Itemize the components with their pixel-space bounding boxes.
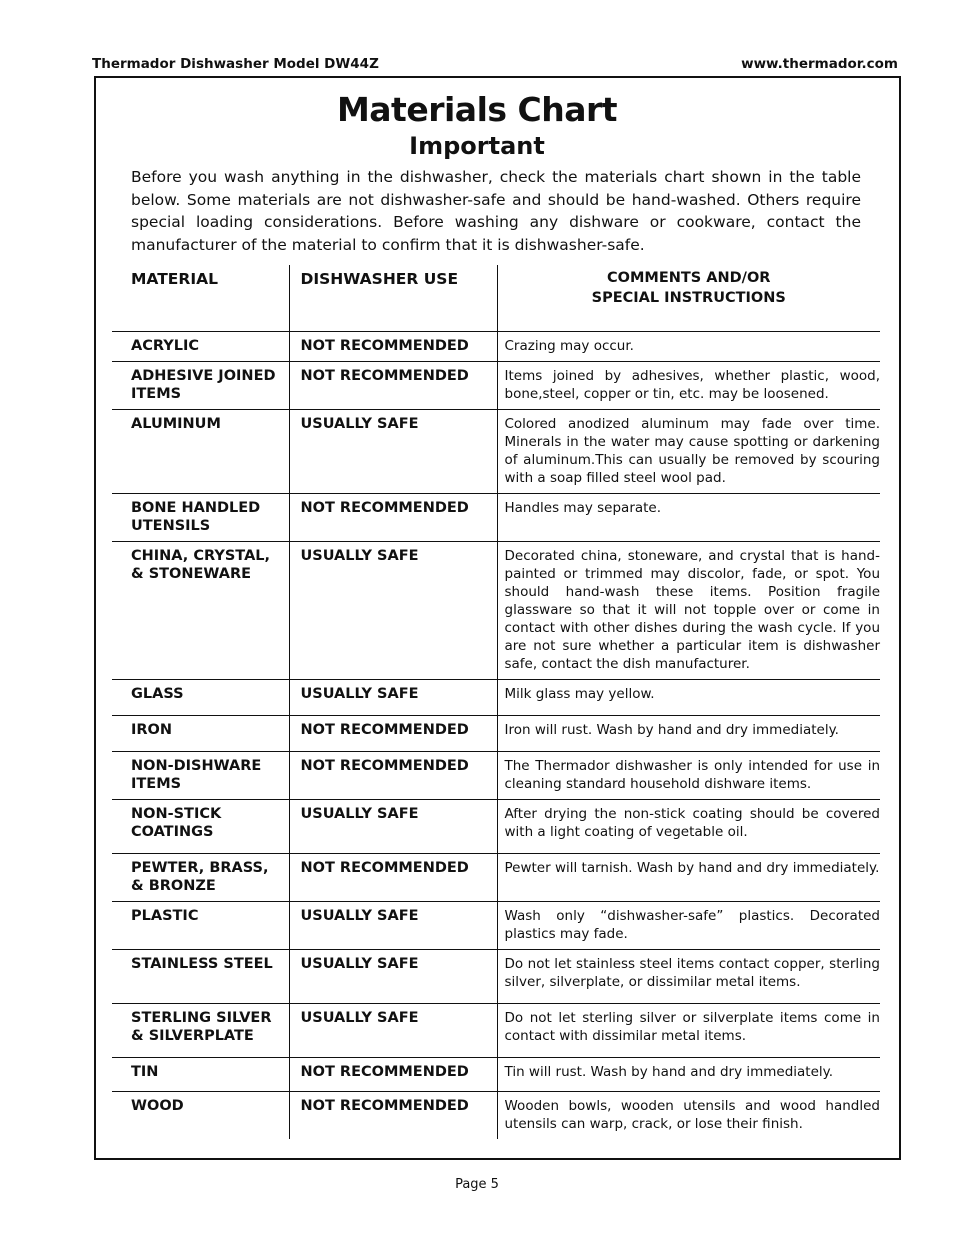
- material-cell: STERLING SILVER & SILVERPLATE: [112, 1003, 289, 1057]
- page-number: Page 5: [455, 1177, 499, 1192]
- material-cell: ADHESIVE JOINED ITEMS: [112, 361, 289, 409]
- table-row: [112, 853, 880, 901]
- table-row: [112, 1091, 880, 1139]
- material-cell: ALUMINUM: [112, 409, 289, 493]
- table-row: [112, 751, 880, 799]
- comment-cell: Wash only “dishwasher-safe” plastics. Decorated plastics may fade.: [497, 901, 880, 949]
- header-spacer-row: [112, 315, 880, 331]
- table-row: [112, 901, 880, 949]
- comment-cell: Do not let sterling silver or silverplate items come in contact with dissimilar metal items.: [497, 1003, 880, 1057]
- table-row: [112, 361, 880, 409]
- comment-cell: Tin will rust. Wash by hand and dry immediately.: [497, 1057, 880, 1091]
- comment-cell: Pewter will tarnish. Wash by hand and dry immediately.: [497, 853, 880, 901]
- material-cell: PLASTIC: [112, 901, 289, 949]
- table-row: [112, 949, 880, 1003]
- dishwasher-use-cell: USUALLY SAFE: [289, 799, 497, 853]
- table-row: [112, 679, 880, 715]
- comment-cell: Items joined by adhesives, whether plastic, wood, bone,steel, copper or tin, etc. may be loosened.: [497, 361, 880, 409]
- table-row: [112, 799, 880, 853]
- dishwasher-use-cell: NOT RECOMMENDED: [289, 853, 497, 901]
- table-row: [112, 541, 880, 679]
- dishwasher-use-cell: NOT RECOMMENDED: [289, 361, 497, 409]
- materials-table: [112, 265, 880, 1139]
- material-cell: CHINA, CRYSTAL, & STONEWARE: [112, 541, 289, 679]
- material-cell: ACRYLIC: [112, 331, 289, 361]
- material-cell: TIN: [112, 1057, 289, 1091]
- table-row: [112, 493, 880, 541]
- comment-cell: Handles may separate.: [497, 493, 880, 541]
- table-row: [112, 715, 880, 751]
- comment-cell: Do not let stainless steel items contact copper, sterling silver, silverplate, or dissimilar metal items.: [497, 949, 880, 1003]
- document-header-url: www.thermador.com: [741, 56, 898, 72]
- table-row: [112, 1057, 880, 1091]
- comment-cell: Wooden bowls, wooden utensils and wood handled utensils can warp, crack, or lose their finish.: [497, 1091, 880, 1139]
- dishwasher-use-cell: NOT RECOMMENDED: [289, 1057, 497, 1091]
- comment-cell: Milk glass may yellow.: [497, 679, 880, 715]
- dishwasher-use-cell: USUALLY SAFE: [289, 901, 497, 949]
- table-header-row: [112, 265, 880, 315]
- dishwasher-use-cell: NOT RECOMMENDED: [289, 751, 497, 799]
- comment-cell: Decorated china, stoneware, and crystal that is hand-painted or trimmed may discolor, fade, or spot. You should hand-wash these items. Position fragile glassware so that it will not topple over or come in contact with other dishes during the wash cycle. If you are not sure whether a particular item is dishwasher safe, contact the dish manufacturer.: [497, 541, 880, 679]
- material-cell: PEWTER, BRASS, & BRONZE: [112, 853, 289, 901]
- header-comments-line1: COMMENTS AND/OR: [607, 270, 771, 286]
- table-row: [112, 1003, 880, 1057]
- intro-paragraph: Before you wash anything in the dishwasher, check the materials chart shown in the table below. Some materials are not dishwasher-safe and should be hand-washed. Others require special loading considerations. Before washing any dishware or cookware, contact the manufacturer of the material to confirm that it is dishwasher-safe.: [131, 168, 861, 254]
- dishwasher-use-cell: USUALLY SAFE: [289, 949, 497, 1003]
- dishwasher-use-cell: USUALLY SAFE: [289, 541, 497, 679]
- material-cell: IRON: [112, 715, 289, 751]
- header-dishwasher-use: DISHWASHER USE: [289, 265, 497, 315]
- page-title: Materials Chart: [336, 90, 618, 129]
- table-row: [112, 331, 880, 361]
- material-cell: NON-DISHWARE ITEMS: [112, 751, 289, 799]
- header-comments: [497, 265, 880, 315]
- table-row: [112, 409, 880, 493]
- material-cell: WOOD: [131, 1097, 184, 1114]
- dishwasher-use-cell: NOT RECOMMENDED: [289, 715, 497, 751]
- dishwasher-use-cell: NOT RECOMMENDED: [289, 493, 497, 541]
- page-subtitle: Important: [409, 132, 545, 160]
- header-material: MATERIAL: [131, 270, 218, 288]
- header-comments-line2: SPECIAL INSTRUCTIONS: [591, 290, 786, 306]
- comment-cell: The Thermador dishwasher is only intended for use in cleaning standard household dishware items.: [497, 751, 880, 799]
- material-cell: NON-STICK COATINGS: [112, 799, 289, 853]
- material-cell: GLASS: [112, 679, 289, 715]
- dishwasher-use-cell: USUALLY SAFE: [289, 679, 497, 715]
- material-cell: STAINLESS STEEL: [112, 949, 289, 1003]
- dishwasher-use-cell: NOT RECOMMENDED: [289, 331, 497, 361]
- material-cell: BONE HANDLED UTENSILS: [112, 493, 289, 541]
- dishwasher-use-cell: USUALLY SAFE: [289, 409, 497, 493]
- comment-cell: Crazing may occur.: [497, 331, 880, 361]
- document-header-title: Thermador Dishwasher Model DW44Z: [92, 56, 379, 72]
- dishwasher-use-cell: NOT RECOMMENDED: [289, 1091, 497, 1139]
- dishwasher-use-cell: USUALLY SAFE: [289, 1003, 497, 1057]
- comment-cell: Colored anodized aluminum may fade over time. Minerals in the water may cause spotting or darkening of aluminum.This can usually be removed by scouring with a soap filled steel wool pad.: [497, 409, 880, 493]
- comment-cell: Iron will rust. Wash by hand and dry immediately.: [497, 715, 880, 751]
- comment-cell: After drying the non-stick coating should be covered with a light coating of vegetable oil.: [497, 799, 880, 853]
